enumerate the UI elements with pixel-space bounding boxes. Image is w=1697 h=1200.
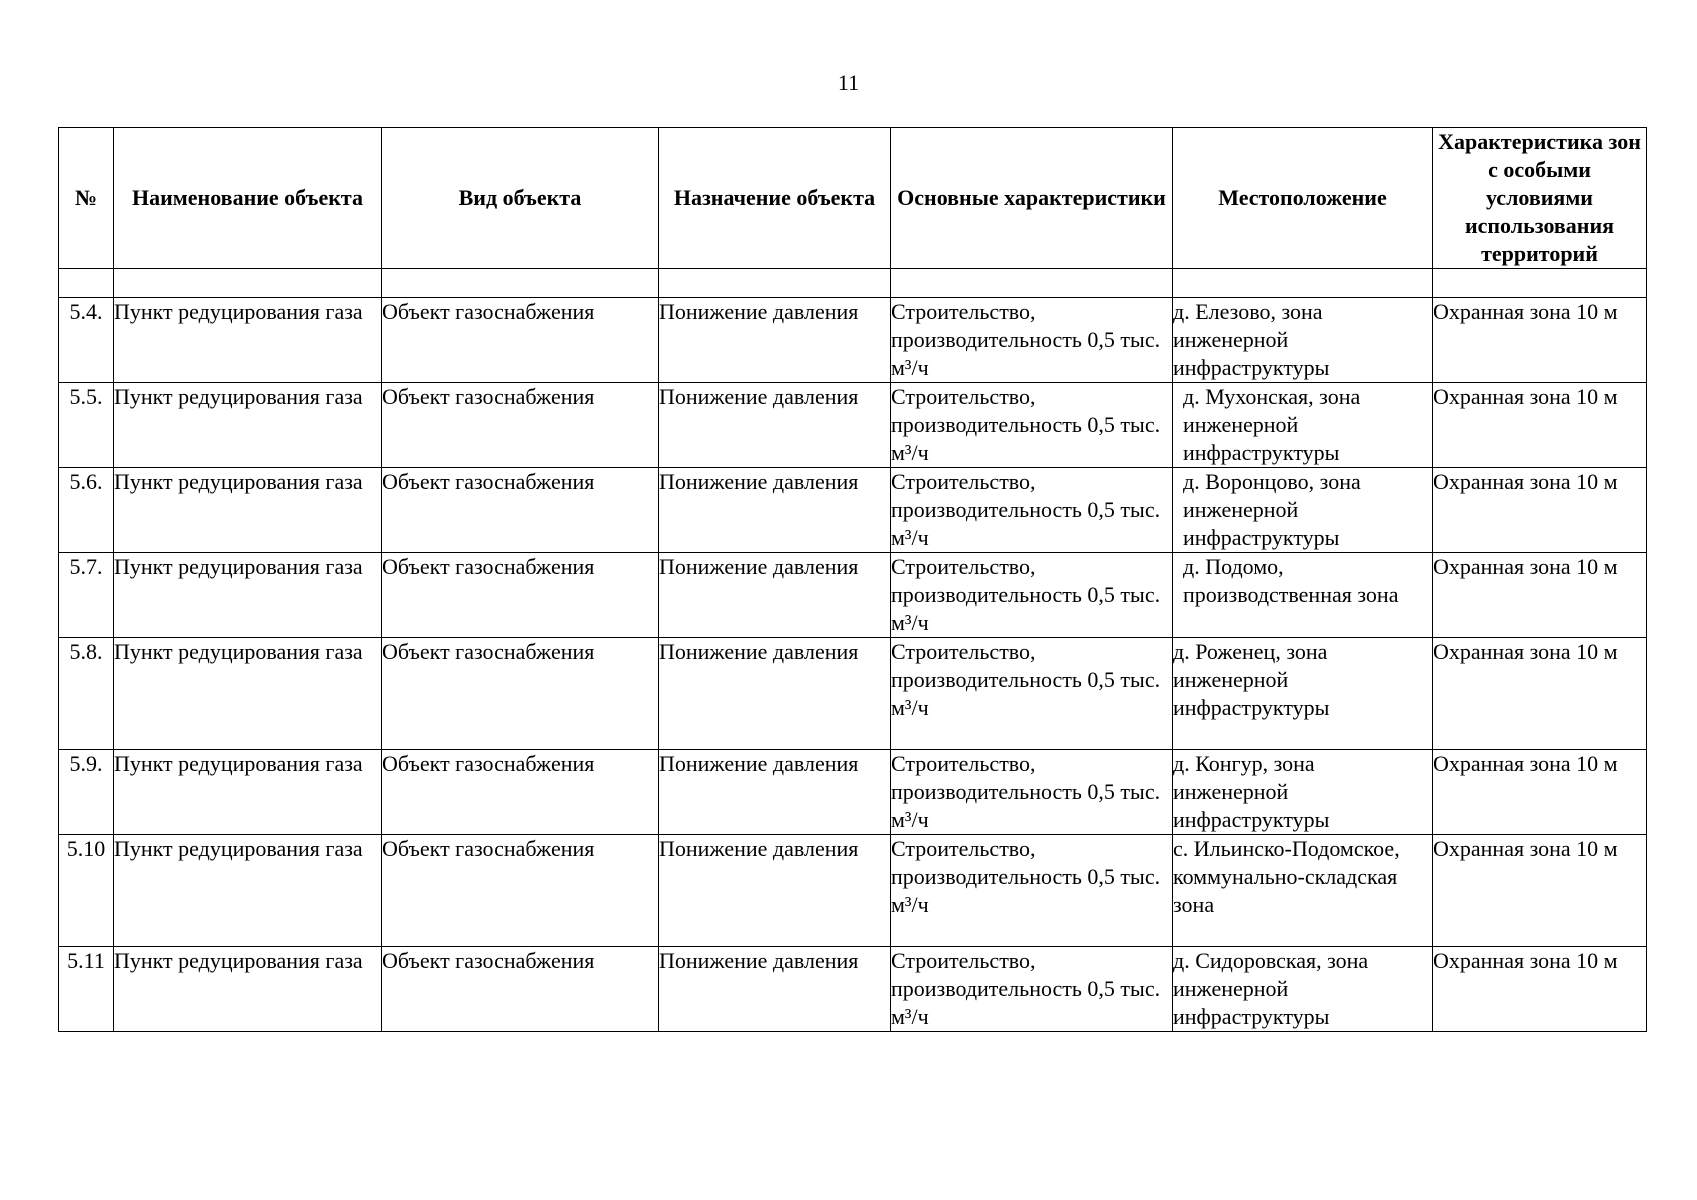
zone-cell: Охранная зона 10 м	[1433, 750, 1647, 835]
table-row	[59, 835, 1647, 947]
page-number: 11	[837, 70, 860, 95]
zone-cell: Охранная зона 10 м	[1433, 553, 1647, 638]
row-number: 5.5.	[59, 383, 114, 468]
table-row	[59, 383, 1647, 468]
location-cell: д. Мухонская, зона инженерной инфраструктуры	[1173, 383, 1433, 468]
row-number: 5.7.	[59, 553, 114, 638]
row-number: 5.10	[59, 835, 114, 947]
characteristics-cell: Строительство, производительность 0,5 тыс. м³/ч	[891, 835, 1173, 947]
header-location: Местоположение	[1173, 128, 1433, 269]
object-name-cell: Пункт редуцирования газа	[114, 835, 382, 947]
table-row	[59, 750, 1647, 835]
row-number: 5.9.	[59, 750, 114, 835]
row-number: 5.6.	[59, 468, 114, 553]
table-row	[59, 468, 1647, 553]
location-cell: д. Сидоровская, зона инженерной инфраструктуры	[1173, 947, 1433, 1032]
objects-table	[58, 127, 1647, 1032]
location-cell: д. Роженец, зона инженерной инфраструктуры	[1173, 638, 1433, 750]
object-purpose-cell: Понижение давления	[659, 298, 891, 383]
object-kind-cell: Объект газоснабжения	[382, 553, 659, 638]
table-header-row	[59, 128, 1647, 269]
zone-cell: Охранная зона 10 м	[1433, 298, 1647, 383]
header-object-purpose: Назначение объекта	[659, 128, 891, 269]
zone-cell: Охранная зона 10 м	[1433, 638, 1647, 750]
row-number: 5.4.	[59, 298, 114, 383]
characteristics-cell: Строительство, производительность 0,5 тыс. м³/ч	[891, 298, 1173, 383]
header-object-kind: Вид объекта	[382, 128, 659, 269]
location-cell: д. Воронцово, зона инженерной инфраструктуры	[1173, 468, 1433, 553]
object-name-cell: Пункт редуцирования газа	[114, 383, 382, 468]
object-kind-cell: Объект газоснабжения	[382, 947, 659, 1032]
row-number: 5.11	[59, 947, 114, 1032]
object-kind-cell: Объект газоснабжения	[382, 383, 659, 468]
location-cell: с. Ильинско-Подомское, коммунально-складская зона	[1173, 835, 1433, 947]
object-name-cell: Пункт редуцирования газа	[114, 468, 382, 553]
object-purpose-cell: Понижение давления	[659, 383, 891, 468]
table-row	[59, 553, 1647, 638]
object-purpose-cell: Понижение давления	[659, 638, 891, 750]
characteristics-cell: Строительство, производительность 0,5 тыс. м³/ч	[891, 383, 1173, 468]
characteristics-cell: Строительство, производительность 0,5 тыс. м³/ч	[891, 750, 1173, 835]
object-name-cell: Пункт редуцирования газа	[114, 553, 382, 638]
characteristics-cell: Строительство, производительность 0,5 тыс. м³/ч	[891, 947, 1173, 1032]
object-purpose-cell: Понижение давления	[659, 947, 891, 1032]
object-name-cell: Пункт редуцирования газа	[114, 298, 382, 383]
characteristics-cell: Строительство, производительность 0,5 тыс. м³/ч	[891, 553, 1173, 638]
header-zone-characteristics: Характеристика зон с особыми условиями использования территорий	[1433, 128, 1647, 269]
location-cell: д. Конгур, зона инженерной инфраструктуры	[1173, 750, 1433, 835]
object-purpose-cell: Понижение давления	[659, 835, 891, 947]
object-name-cell: Пункт редуцирования газа	[114, 947, 382, 1032]
location-cell: д. Подомо, производственная зона	[1173, 553, 1433, 638]
zone-cell: Охранная зона 10 м	[1433, 468, 1647, 553]
zone-cell: Охранная зона 10 м	[1433, 383, 1647, 468]
object-purpose-cell: Понижение давления	[659, 468, 891, 553]
table-row	[59, 947, 1647, 1032]
object-kind-cell: Объект газоснабжения	[382, 298, 659, 383]
header-object-name: Наименование объекта	[114, 128, 382, 269]
object-name-cell: Пункт редуцирования газа	[114, 638, 382, 750]
object-name-cell: Пункт редуцирования газа	[114, 750, 382, 835]
characteristics-cell: Строительство, производительность 0,5 тыс. м³/ч	[891, 638, 1173, 750]
object-purpose-cell: Понижение давления	[659, 750, 891, 835]
table-spacer-row	[59, 269, 1647, 298]
header-main-characteristics: Основные характеристики	[891, 128, 1173, 269]
object-kind-cell: Объект газоснабжения	[382, 468, 659, 553]
zone-cell: Охранная зона 10 м	[1433, 835, 1647, 947]
table-row	[59, 298, 1647, 383]
header-number: №	[59, 128, 114, 269]
object-purpose-cell: Понижение давления	[659, 553, 891, 638]
characteristics-cell: Строительство, производительность 0,5 тыс. м³/ч	[891, 468, 1173, 553]
object-kind-cell: Объект газоснабжения	[382, 638, 659, 750]
object-kind-cell: Объект газоснабжения	[382, 750, 659, 835]
row-number: 5.8.	[59, 638, 114, 750]
location-cell: д. Елезово, зона инженерной инфраструктуры	[1173, 298, 1433, 383]
zone-cell: Охранная зона 10 м	[1433, 947, 1647, 1032]
object-kind-cell: Объект газоснабжения	[382, 835, 659, 947]
table-row	[59, 638, 1647, 750]
